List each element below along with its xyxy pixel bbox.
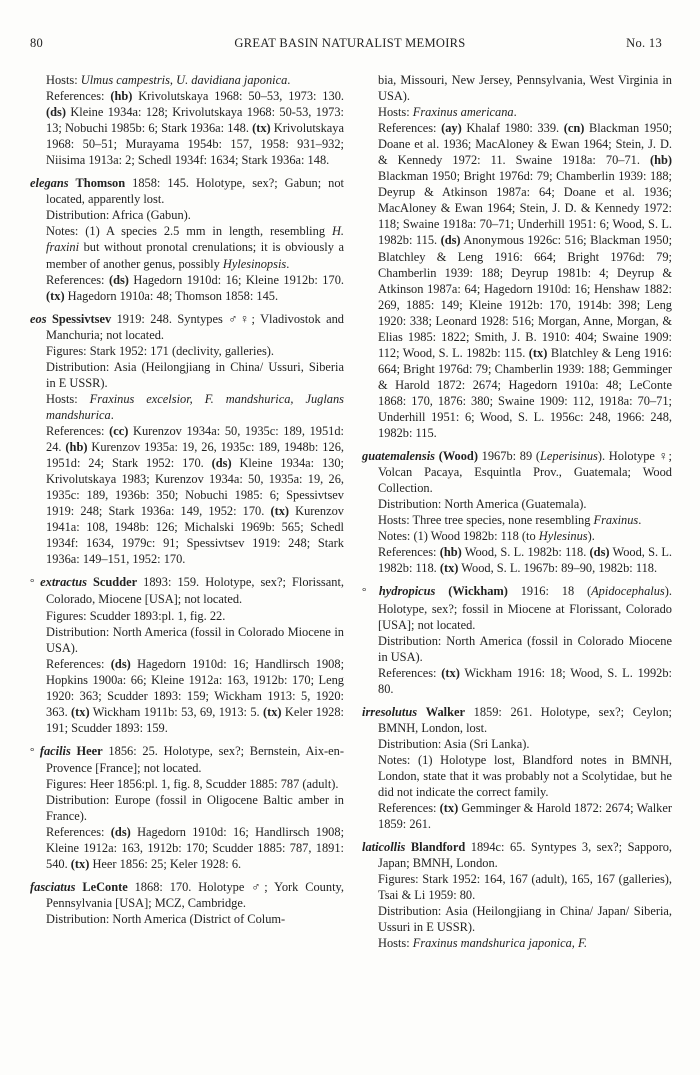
species-name: hydropicus xyxy=(378,584,436,599)
reference-code: (ds) xyxy=(110,825,131,840)
text-run: Heer 1856: 25; Keler 1928: 6. xyxy=(89,857,242,872)
text-run: References: xyxy=(46,89,111,104)
author-name: Spessivtsev xyxy=(51,311,112,326)
text-run: Hosts: Three tree species, none resembling xyxy=(378,513,594,528)
entry-field xyxy=(362,633,672,665)
text-run: Hagedorn 1910a: 48; Thomson 1858: 145. xyxy=(64,288,279,303)
text-run: Kurenzov 1941a: 108, 1948b: 126; Michalski 1969b: 565; Schedl 1934f: 1634, 1979c: 91; Spessivtsev 1919: 248; Stark 1936a: 149–151, 1952: 170. xyxy=(46,504,345,567)
species-entry xyxy=(30,311,344,568)
reference-code: (tx) xyxy=(528,345,548,360)
text-run: H. fraxini xyxy=(46,224,344,255)
text-run: Hosts: xyxy=(378,105,413,120)
text-run: Figures: Stark 1952: 164, 167 (adult), 165, 167 (galleries), Tsai & Li 1959: 80. xyxy=(378,872,672,903)
entry-field xyxy=(30,423,344,567)
text-run: 1967b: 89 ( xyxy=(477,449,541,464)
entry-heading xyxy=(362,704,672,736)
text-run: Figures: Heer 1856:pl. 1, fig. 8, Scudder 1885: 787 (adult). xyxy=(46,776,339,791)
text-run: References: xyxy=(46,656,111,671)
entry-field xyxy=(362,752,672,800)
text-run: 1868: 170. Holotype ♂; York County, Pennsylvania [USA]; MCZ, Cambridge. xyxy=(46,880,344,911)
text-run: Fraxinus americana xyxy=(412,105,514,120)
text-run: References: xyxy=(378,801,440,816)
text-run: 1894c: 65. Syntypes 3, sex?; Sapporo, Japan; BMNH, London. xyxy=(378,840,672,871)
text-run: Ulmus campestris, U. davidiana japonica xyxy=(80,73,288,87)
text-run: Hagedorn 1910d: 16; Kleine 1912b: 170. xyxy=(128,272,344,287)
text-run: Hosts: xyxy=(46,391,90,406)
text-run: Hylesinus xyxy=(538,529,588,544)
entry-field xyxy=(362,512,672,528)
entry-field xyxy=(30,824,344,872)
text-run: Distribution: Asia (Heilongjiang in China/ Japan/ Siberia, Ussuri in E USSR). xyxy=(378,904,672,935)
text-run: Hagedorn 1910d: 16; Handlirsch 1908; Kleine 1912a: 163, 1912b: 170; Scudder 1885: 787, 1891: 540. xyxy=(46,825,345,872)
entry-field xyxy=(362,871,672,903)
species-entry xyxy=(362,583,672,696)
reference-code: (tx) xyxy=(439,561,459,576)
reference-code: (tx) xyxy=(441,665,460,680)
entry-field xyxy=(30,656,344,736)
text-run: ). Holotype ♀; Volcan Pacaya, Esquintla Prov., Guatemala; Wood Collection. xyxy=(378,449,672,496)
issue-number: No. 13 xyxy=(626,36,662,50)
text-run: ). xyxy=(587,529,595,544)
entry-field xyxy=(30,359,344,391)
text-run: Apidocephalus xyxy=(591,584,665,599)
text-run: 1859: 261. Holotype, sex?; Ceylon; BMNH, London, lost. xyxy=(378,704,672,735)
text-run xyxy=(417,705,426,719)
text-run: References: xyxy=(378,545,440,560)
entry-field xyxy=(30,911,344,927)
left-column xyxy=(30,72,344,934)
text-run xyxy=(69,176,76,190)
text-run: Notes: (1) Wood 1982b: 118 (to xyxy=(378,529,539,544)
species-name: laticollis xyxy=(362,840,406,855)
entry-heading xyxy=(362,448,672,496)
species-entry xyxy=(30,574,344,735)
text-run: References: xyxy=(378,665,442,680)
text-run: Distribution: North America (District of Colum- xyxy=(46,912,286,927)
reference-code: (tx) xyxy=(70,857,90,872)
text-run: ° xyxy=(30,577,41,590)
entry-field xyxy=(30,391,344,423)
text-run: Notes: (1) Holotype lost, Blandford notes in BMNH, London, state that it was probably not a Scolytidae, but he did not indicate the correct family. xyxy=(378,752,672,800)
entry-heading xyxy=(30,311,344,343)
text-run: . xyxy=(638,513,642,528)
entry-field xyxy=(362,800,672,832)
text-run: but without pronotal crenulations; it is obviously a member of another genus, possibly xyxy=(46,240,344,271)
entry-heading xyxy=(30,574,344,607)
reference-code: (tx) xyxy=(71,704,90,719)
reference-code: (hb) xyxy=(439,545,462,560)
text-run: Kleine 1934a: 128; Krivolutskaya 1968: 50-53, 1973: 13; Nobuchi 1985b: 6; Stark 1936a: 148. xyxy=(46,105,344,136)
text-run: Notes: (1) A species 2.5 mm in length, resembling xyxy=(46,224,332,239)
text-run: Leperisinus xyxy=(540,449,598,464)
text-run: Distribution: North America (fossil in Colorado Miocene in USA). xyxy=(378,633,672,664)
continued-entry xyxy=(30,72,344,168)
text-run: . xyxy=(513,105,517,120)
entry-heading xyxy=(362,583,672,632)
reference-code: (ds) xyxy=(46,105,66,120)
reference-code: (hb) xyxy=(649,153,672,168)
author-name: Walker xyxy=(425,704,465,719)
text-run: ° xyxy=(30,745,40,758)
entry-field xyxy=(362,104,672,120)
entry-heading xyxy=(30,175,344,207)
text-run: Wood, S. L. 1967b: 89–90, 1982b: 118. xyxy=(458,561,658,576)
entry-field xyxy=(362,935,672,951)
reference-code: (tx) xyxy=(262,704,282,719)
entry-heading xyxy=(30,743,344,776)
text-run: ° xyxy=(362,586,379,599)
author-name: Thomson xyxy=(75,176,126,191)
author-name: (Wickham) xyxy=(448,584,508,599)
text-run: References: xyxy=(46,825,111,840)
species-name: facilis xyxy=(39,743,71,758)
reference-code: (hb) xyxy=(110,89,133,104)
entry-field xyxy=(30,776,344,792)
entry-field xyxy=(30,223,344,271)
page-number: 80 xyxy=(30,36,44,50)
entry-field xyxy=(30,343,344,359)
entry-field xyxy=(30,792,344,824)
text-run: Anonymous 1926c: 516; Blackman 1950; Blatchley & Leng 1916: 664; Bright 1976d: 79; Chamberlin 1939: 188; Deyrup 1981b: 4; Deyrup & Atkinson 1987a: 64; Hagedorn 1910d: 16; Henshaw 1882: 269, 1885: 149; Kleine 1912b: 170, 1914b: 398; Leng 1920: 338; Leonard 1928: 516; Morgan, Anne, Morgan, & Elias 1985: 1822; Smith, J. B. 1910: 404; Swaine 1909: 112; Wood, S. L. 1982b: 115. xyxy=(378,233,673,360)
reference-code: (ds) xyxy=(110,656,131,671)
species-name: guatemalensis xyxy=(362,449,435,464)
entry-field xyxy=(30,624,344,656)
text-run: References: xyxy=(46,272,109,287)
reference-code: (ds) xyxy=(211,456,232,471)
text-run: 1919: 248. Syntypes ♂♀; Vladivostok and Manchuria; not located. xyxy=(46,311,344,342)
text-run: Wickham 1916: 18; Wood, S. L. 1992b: 80. xyxy=(378,665,672,696)
author-name: Heer xyxy=(76,743,103,758)
text-run: Keler 1928: 191; Scudder 1893: 159. xyxy=(46,704,345,735)
entry-field xyxy=(362,736,672,752)
entry-field xyxy=(362,496,672,512)
reference-code: (cn) xyxy=(563,121,585,136)
species-entry xyxy=(30,175,344,303)
text-run: Fraxinus excelsior, F. mandshurica, Juglans mandshurica xyxy=(46,391,344,422)
reference-code: (ds) xyxy=(440,233,461,248)
reference-code: (ds) xyxy=(589,545,610,560)
species-name: elegans xyxy=(30,176,69,191)
text-run: Fraxinus mandshurica japonica, F. xyxy=(412,936,588,951)
text-run: Figures: Scudder 1893:pl. 1, fig. 22. xyxy=(46,608,226,623)
author-name: Blandford xyxy=(410,840,466,855)
text-run: Hagedorn 1910d: 16; Handlirsch 1908; Hopkins 1900a: 66; Kleine 1912a: 163, 1912b: 170; Leng 1920: 363; Scudder 1893: 159; Wickham 1913: 5, 1920: 363. xyxy=(46,656,345,719)
text-run: Hosts: xyxy=(46,73,81,87)
text-run: Kurenzov 1935a: 19, 26, 1935c: 189, 1948b: 126, 1951d: 24; Stark 1952: 170. xyxy=(46,440,344,471)
reference-code: (tx) xyxy=(270,504,290,519)
continued-entry xyxy=(362,72,672,441)
species-entry xyxy=(30,743,344,872)
text-run: 1856: 25. Holotype, sex?; Bernstein, Aix-en-Provence [France]; not located. xyxy=(46,743,344,775)
text-run: References: xyxy=(378,121,442,136)
species-name: fasciatus xyxy=(30,880,76,895)
author-name: LeConte xyxy=(82,880,128,895)
reference-code: (tx) xyxy=(439,801,459,816)
entry-field xyxy=(362,72,672,104)
text-run: ). Holotype, sex?; fossil in Miocene at Florissant, Colorado [USA]; not located. xyxy=(378,584,672,632)
text-run: References: xyxy=(46,423,110,438)
text-run: Distribution: North America (Guatemala). xyxy=(378,497,587,512)
text-run: . xyxy=(287,73,291,87)
text-run: . xyxy=(286,256,290,271)
text-run: 1916: 18 ( xyxy=(507,584,592,599)
reference-code: (ay) xyxy=(441,121,462,136)
entry-heading xyxy=(30,879,344,911)
entry-field xyxy=(362,903,672,935)
text-run: Distribution: Africa (Gabun). xyxy=(46,208,191,223)
reference-code: (hb) xyxy=(65,440,88,455)
running-title: GREAT BASIN NATURALIST MEMOIRS xyxy=(234,36,466,50)
text-run: Wood, S. L. 1982b: 118. xyxy=(461,545,590,560)
reference-code: (cc) xyxy=(109,423,129,438)
text-run: 1893: 159. Holotype, sex?; Florissant, Colorado, Miocene [USA]; not located. xyxy=(46,575,344,607)
text-run: bia, Missouri, New Jersey, Pennsylvania, West Virginia in USA). xyxy=(378,73,672,104)
entry-field xyxy=(30,72,344,88)
species-entry xyxy=(362,704,672,832)
text-run: Fraxinus xyxy=(593,513,639,528)
author-name: Scudder xyxy=(93,575,138,590)
text-run: Distribution: Europe (fossil in Oligocene Baltic amber in France). xyxy=(46,793,344,824)
reference-code: (tx) xyxy=(252,121,271,136)
species-entry xyxy=(362,839,672,951)
text-run: Blackman 1950; Doane et al. 1936; MacAloney & Ewan 1964; Stein, J. D. & Kennedy 1972: 11. Swaine 1918a: 70–71. xyxy=(378,121,673,168)
running-header xyxy=(30,36,670,52)
reference-code: (ds) xyxy=(108,272,129,287)
species-name: eos xyxy=(30,311,47,326)
entry-field xyxy=(362,544,672,576)
text-run: Blackman 1950; Bright 1976d: 79; Chamberlin 1939: 188; Deyrup & Atkinson 1987a: 64; Doane et al. 1936; MacAloney & Ewan 1964; Stein, J. D. & Kennedy 1972: 118; Swaine 1918a: 70–71; Underhill 1951: 6; Wood, S. L. 1982b: 115. xyxy=(378,169,672,248)
entry-field xyxy=(30,608,344,624)
entry-field xyxy=(362,528,672,544)
text-run: Distribution: Asia (Sri Lanka). xyxy=(378,736,530,751)
text-run: Hylesinopsis xyxy=(222,256,287,271)
right-column xyxy=(362,72,672,958)
text-run: Distribution: North America (fossil in Colorado Miocene in USA). xyxy=(46,624,344,655)
species-entry xyxy=(30,879,344,927)
text-run: Kurenzov 1934a: 50, 1935c: 189, 1951d: 24. xyxy=(46,423,345,455)
text-run: Hosts: xyxy=(378,936,413,951)
species-name: extractus xyxy=(40,575,87,590)
text-run: Figures: Stark 1952: 171 (declivity, galleries). xyxy=(46,343,275,358)
entry-heading xyxy=(362,839,672,871)
text-run xyxy=(435,584,448,598)
author-name: (Wood) xyxy=(438,449,478,464)
text-run: Wood, S. L. 1982b: 118. xyxy=(378,545,672,576)
species-name: irresolutus xyxy=(362,704,418,719)
entry-field xyxy=(30,88,344,168)
text-run: 1858: 145. Holotype, sex?; Gabun; not located, apparently lost. xyxy=(46,176,344,207)
entry-field xyxy=(362,665,672,697)
entry-field xyxy=(362,120,672,441)
entry-field xyxy=(30,207,344,223)
text-run: . xyxy=(110,407,114,422)
text-run: Gemminger & Harold 1872: 2674; Walker 1859: 261. xyxy=(378,801,672,832)
text-run: Krivolutskaya 1968: 50–53, 1973: 130. xyxy=(132,89,344,104)
text-run: Blatchley & Leng 1916: 664; Bright 1976d: 79; Chamberlin 1939: 188; Gemminger & Harold 1872: 2674; Hagedorn 1910a: 48; LeConte 1868: 170, 1876: 380; Swaine 1909: 112, 1918a: 70–71; Underhill 1951: 6; Wood, S. L. 1956c: 248, 1966: 248, 1982b: 115. xyxy=(378,345,672,441)
text-run: Krivolutskaya 1968: 50–51; Murayama 1954b: 157, 1958: 931–932; Niisima 1913a: 2; Schedl 1934f: 1634; Stark 1936a: 148. xyxy=(46,121,344,168)
text-run: Wickham 1911b: 53, 69, 1913: 5. xyxy=(89,704,263,719)
reference-code: (tx) xyxy=(46,288,65,303)
species-entry xyxy=(362,448,672,576)
text-run: Khalaf 1980: 339. xyxy=(461,121,564,136)
text-run: Kleine 1934a: 130; Krivolutskaya 1983; Kurenzov 1934a: 50, 1935a: 19, 26, 1935c: 189, 1936b: 350; Nobuchi 1985: 6; Spessivtsev 1919: 248; Stark 1936a: 149, 1952: 170. xyxy=(46,456,344,519)
text-run: Distribution: Asia (Heilongjiang in China/ Ussuri, Siberia in E USSR). xyxy=(46,359,344,390)
entry-field xyxy=(30,272,344,304)
